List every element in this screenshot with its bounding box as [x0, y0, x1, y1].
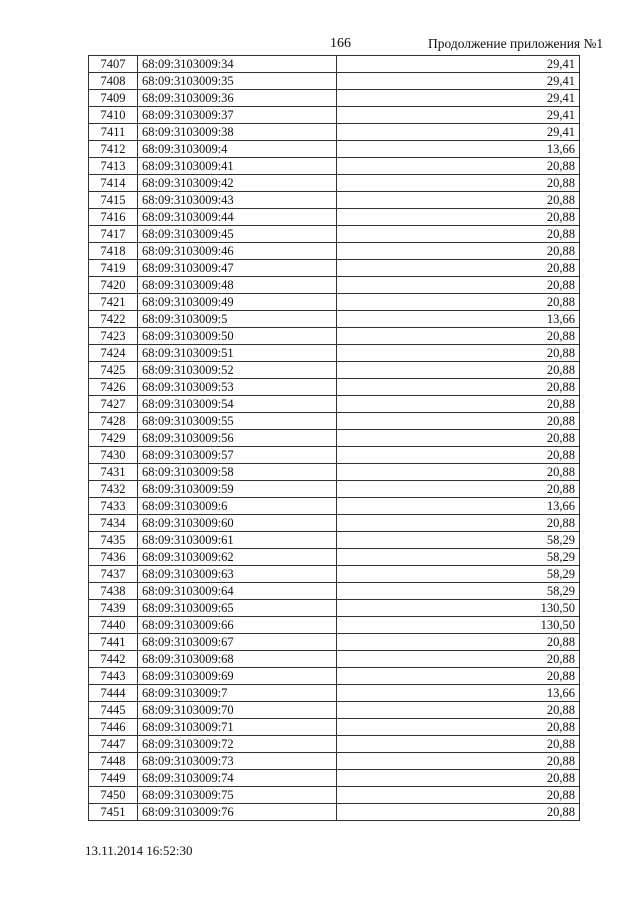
table-row: [89, 158, 580, 175]
row-number: 7436: [89, 549, 138, 566]
area-value: 20,88: [337, 345, 580, 362]
row-number: 7444: [89, 685, 138, 702]
area-value: 58,29: [337, 549, 580, 566]
table-row: [89, 787, 580, 804]
area-value: 20,88: [337, 413, 580, 430]
cadastral-number: 68:09:3103009:41: [138, 158, 337, 175]
area-value: 13,66: [337, 685, 580, 702]
area-value: 20,88: [337, 396, 580, 413]
row-number: 7407: [89, 56, 138, 73]
table-row: [89, 515, 580, 532]
cadastral-number: 68:09:3103009:57: [138, 447, 337, 464]
table-row: [89, 668, 580, 685]
row-number: 7448: [89, 753, 138, 770]
row-number: 7438: [89, 583, 138, 600]
table-row: [89, 328, 580, 345]
cadastral-number: 68:09:3103009:37: [138, 107, 337, 124]
area-value: 58,29: [337, 532, 580, 549]
area-value: 29,41: [337, 124, 580, 141]
cadastral-number: 68:09:3103009:69: [138, 668, 337, 685]
cadastral-number: 68:09:3103009:61: [138, 532, 337, 549]
table-row: [89, 447, 580, 464]
table-body: [89, 56, 580, 821]
row-number: 7417: [89, 226, 138, 243]
area-value: 20,88: [337, 787, 580, 804]
row-number: 7422: [89, 311, 138, 328]
table-row: [89, 175, 580, 192]
area-value: 29,41: [337, 73, 580, 90]
cadastral-number: 68:09:3103009:67: [138, 634, 337, 651]
area-value: 13,66: [337, 498, 580, 515]
area-value: 20,88: [337, 481, 580, 498]
table-row: [89, 617, 580, 634]
area-value: 20,88: [337, 770, 580, 787]
area-value: 130,50: [337, 600, 580, 617]
row-number: 7447: [89, 736, 138, 753]
table-row: [89, 124, 580, 141]
area-value: 20,88: [337, 464, 580, 481]
table-row: [89, 498, 580, 515]
row-number: 7415: [89, 192, 138, 209]
area-value: 13,66: [337, 311, 580, 328]
row-number: 7413: [89, 158, 138, 175]
row-number: 7420: [89, 277, 138, 294]
cadastral-number: 68:09:3103009:51: [138, 345, 337, 362]
row-number: 7450: [89, 787, 138, 804]
table-row: [89, 736, 580, 753]
table-row: [89, 226, 580, 243]
area-value: 20,88: [337, 702, 580, 719]
cadastral-number: 68:09:3103009:64: [138, 583, 337, 600]
cadastral-number: 68:09:3103009:50: [138, 328, 337, 345]
cadastral-number: 68:09:3103009:74: [138, 770, 337, 787]
cadastral-number: 68:09:3103009:45: [138, 226, 337, 243]
cadastral-number: 68:09:3103009:56: [138, 430, 337, 447]
area-value: 20,88: [337, 804, 580, 821]
row-number: 7439: [89, 600, 138, 617]
table-row: [89, 107, 580, 124]
area-value: 20,88: [337, 175, 580, 192]
page-number: 166: [330, 36, 351, 51]
area-value: 20,88: [337, 753, 580, 770]
cadastral-number: 68:09:3103009:53: [138, 379, 337, 396]
cadastral-number: 68:09:3103009:55: [138, 413, 337, 430]
row-number: 7440: [89, 617, 138, 634]
area-value: 29,41: [337, 107, 580, 124]
table-row: [89, 481, 580, 498]
row-number: 7441: [89, 634, 138, 651]
table-row: [89, 311, 580, 328]
cadastral-number: 68:09:3103009:75: [138, 787, 337, 804]
table-row: [89, 345, 580, 362]
cadastral-number: 68:09:3103009:35: [138, 73, 337, 90]
area-value: 20,88: [337, 668, 580, 685]
row-number: 7432: [89, 481, 138, 498]
table-row: [89, 532, 580, 549]
table-row: [89, 379, 580, 396]
cadastral-number: 68:09:3103009:52: [138, 362, 337, 379]
row-number: 7424: [89, 345, 138, 362]
cadastral-number: 68:09:3103009:54: [138, 396, 337, 413]
cadastral-number: 68:09:3103009:46: [138, 243, 337, 260]
area-value: 20,88: [337, 447, 580, 464]
row-number: 7410: [89, 107, 138, 124]
area-value: 20,88: [337, 736, 580, 753]
cadastral-number: 68:09:3103009:43: [138, 192, 337, 209]
table-row: [89, 583, 580, 600]
table-row: [89, 753, 580, 770]
row-number: 7443: [89, 668, 138, 685]
cadastral-number: 68:09:3103009:72: [138, 736, 337, 753]
cadastral-number: 68:09:3103009:65: [138, 600, 337, 617]
table-row: [89, 702, 580, 719]
area-value: 20,88: [337, 158, 580, 175]
area-value: 20,88: [337, 379, 580, 396]
cadastral-number: 68:09:3103009:68: [138, 651, 337, 668]
area-value: 20,88: [337, 192, 580, 209]
table-row: [89, 260, 580, 277]
table-row: [89, 73, 580, 90]
cadastral-number: 68:09:3103009:70: [138, 702, 337, 719]
area-value: 20,88: [337, 634, 580, 651]
area-value: 20,88: [337, 362, 580, 379]
cadastral-table: [88, 55, 580, 821]
cadastral-number: 68:09:3103009:5: [138, 311, 337, 328]
table-row: [89, 56, 580, 73]
table-row: [89, 719, 580, 736]
row-number: 7411: [89, 124, 138, 141]
cadastral-number: 68:09:3103009:63: [138, 566, 337, 583]
row-number: 7434: [89, 515, 138, 532]
table-row: [89, 90, 580, 107]
cadastral-number: 68:09:3103009:34: [138, 56, 337, 73]
table-row: [89, 413, 580, 430]
area-value: 20,88: [337, 226, 580, 243]
row-number: 7418: [89, 243, 138, 260]
area-value: 130,50: [337, 617, 580, 634]
table-row: [89, 685, 580, 702]
table-row: [89, 600, 580, 617]
table-row: [89, 804, 580, 821]
area-value: 20,88: [337, 260, 580, 277]
row-number: 7429: [89, 430, 138, 447]
area-value: 58,29: [337, 566, 580, 583]
cadastral-number: 68:09:3103009:71: [138, 719, 337, 736]
cadastral-number: 68:09:3103009:58: [138, 464, 337, 481]
row-number: 7416: [89, 209, 138, 226]
row-number: 7428: [89, 413, 138, 430]
table-row: [89, 277, 580, 294]
cadastral-number: 68:09:3103009:49: [138, 294, 337, 311]
row-number: 7427: [89, 396, 138, 413]
table-row: [89, 192, 580, 209]
table-row: [89, 362, 580, 379]
table-row: [89, 430, 580, 447]
table-row: [89, 770, 580, 787]
row-number: 7442: [89, 651, 138, 668]
row-number: 7445: [89, 702, 138, 719]
row-number: 7431: [89, 464, 138, 481]
row-number: 7430: [89, 447, 138, 464]
row-number: 7409: [89, 90, 138, 107]
row-number: 7449: [89, 770, 138, 787]
row-number: 7412: [89, 141, 138, 158]
row-number: 7437: [89, 566, 138, 583]
table-row: [89, 209, 580, 226]
area-value: 20,88: [337, 209, 580, 226]
cadastral-number: 68:09:3103009:62: [138, 549, 337, 566]
row-number: 7414: [89, 175, 138, 192]
cadastral-number: 68:09:3103009:7: [138, 685, 337, 702]
continuation-label: Продолжение приложения №1: [428, 36, 604, 51]
area-value: 20,88: [337, 328, 580, 345]
row-number: 7435: [89, 532, 138, 549]
row-number: 7446: [89, 719, 138, 736]
cadastral-number: 68:09:3103009:48: [138, 277, 337, 294]
table-row: [89, 549, 580, 566]
area-value: 13,66: [337, 141, 580, 158]
area-value: 58,29: [337, 583, 580, 600]
cadastral-number: 68:09:3103009:36: [138, 90, 337, 107]
table-row: [89, 294, 580, 311]
area-value: 29,41: [337, 90, 580, 107]
table-row: [89, 243, 580, 260]
area-value: 20,88: [337, 651, 580, 668]
row-number: 7433: [89, 498, 138, 515]
cadastral-number: 68:09:3103009:47: [138, 260, 337, 277]
table-row: [89, 141, 580, 158]
area-value: 20,88: [337, 294, 580, 311]
print-timestamp: 13.11.2014 16:52:30: [85, 843, 193, 858]
row-number: 7451: [89, 804, 138, 821]
area-value: 20,88: [337, 430, 580, 447]
cadastral-number: 68:09:3103009:6: [138, 498, 337, 515]
cadastral-number: 68:09:3103009:59: [138, 481, 337, 498]
row-number: 7421: [89, 294, 138, 311]
row-number: 7423: [89, 328, 138, 345]
table-row: [89, 464, 580, 481]
table-row: [89, 566, 580, 583]
cadastral-number: 68:09:3103009:66: [138, 617, 337, 634]
cadastral-number: 68:09:3103009:60: [138, 515, 337, 532]
row-number: 7408: [89, 73, 138, 90]
cadastral-number: 68:09:3103009:4: [138, 141, 337, 158]
cadastral-number: 68:09:3103009:44: [138, 209, 337, 226]
area-value: 20,88: [337, 243, 580, 260]
row-number: 7426: [89, 379, 138, 396]
table-row: [89, 634, 580, 651]
table-row: [89, 396, 580, 413]
area-value: 20,88: [337, 719, 580, 736]
table-row: [89, 651, 580, 668]
cadastral-number: 68:09:3103009:76: [138, 804, 337, 821]
area-value: 20,88: [337, 515, 580, 532]
cadastral-number: 68:09:3103009:42: [138, 175, 337, 192]
row-number: 7425: [89, 362, 138, 379]
area-value: 20,88: [337, 277, 580, 294]
cadastral-number: 68:09:3103009:73: [138, 753, 337, 770]
row-number: 7419: [89, 260, 138, 277]
cadastral-number: 68:09:3103009:38: [138, 124, 337, 141]
area-value: 29,41: [337, 56, 580, 73]
